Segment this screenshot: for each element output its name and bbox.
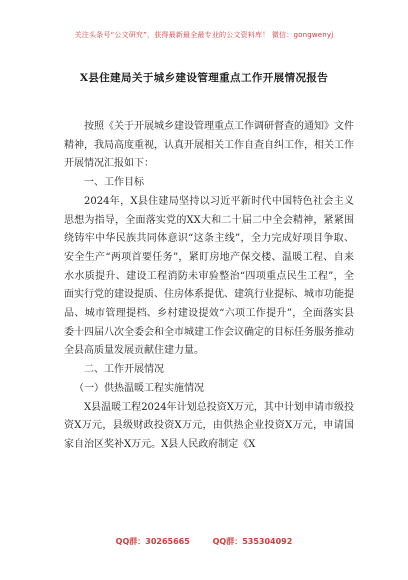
qq-group-2: QQ群：535304092 — [212, 537, 293, 546]
document-body — [64, 118, 354, 455]
section-heading-progress: 二、工作开展情况 — [84, 364, 164, 376]
document-title: X县住建局关于城乡建设管理重点工作开展情况报告 — [79, 72, 329, 84]
section-heading-goals: 一、工作目标 — [84, 177, 144, 189]
subsection-heading-heating: （一）供热温暖工程实施情况 — [74, 382, 204, 394]
header-banner: 关注头条号“公文研究”，获得最新最全最专业的公文资料库！ 微信：gongwenyj — [74, 31, 334, 39]
heating-paragraph: X县温暖工程2024年计划总投资X万元，其中计划申请市级投资X万元，县级财政投资X万元，由供热企业投资X万元，申请国家自治区奖补X万元。X县人民政府制定《X — [64, 401, 354, 450]
footer-qq-groups — [0, 536, 408, 547]
intro-paragraph: 按照《关于开展城乡建设管理重点工作调研督查的通知》文件精神，我局高度重视，认真开展相关工作自查自纠工作，相关工作开展情况汇报如下： — [64, 121, 354, 170]
goals-paragraph: 2024年，X县住建局坚持以习近平新时代中国特色社会主义思想为指导，全面落实党的XX大和二十届二中全会精神，紧紧围绕铸牢中华民族共同体意识“这条主线”，全力完成好项目争取、安全生产“两项首要任务”，紧盯房地产保交楼、温暖工程、自来水水质提升、建设工程消防未审验整治“四项重点民生工程”，全面实行党的建设提质、住房体系提优、建筑行业提标、城市功能提品、城市管理提档、乡村建设提效“六项工作提升”，全面落实县委十四届八次全委会和全市城建工作会议确定的目标任务服务推动全县高质量发展贡献住建力量。 — [64, 195, 354, 357]
qq-group-1: QQ群：30265665 — [115, 537, 190, 546]
